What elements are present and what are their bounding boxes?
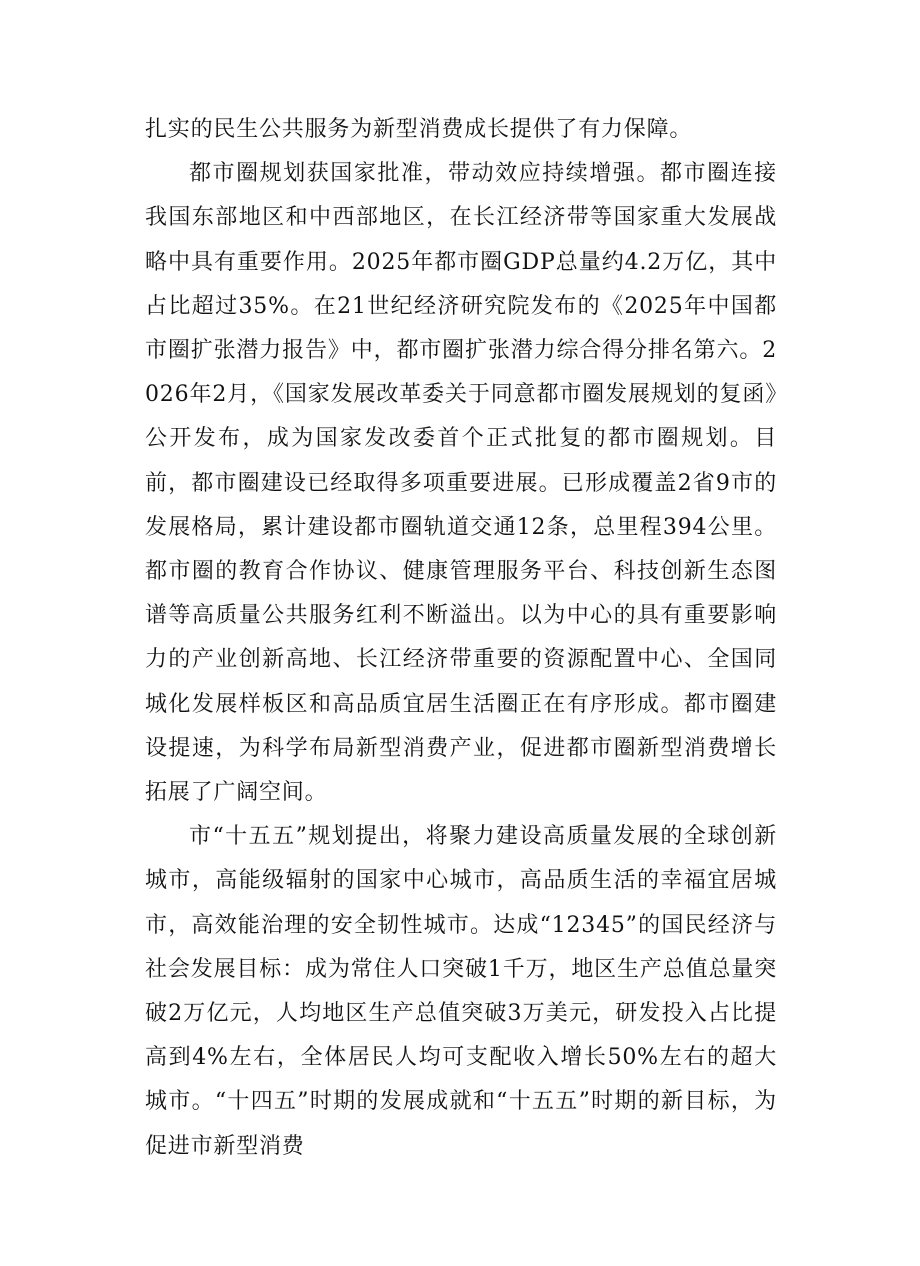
- paragraph-2: 都市圈规划获国家批准，带动效应持续增强。都市圈连接我国东部地区和中西部地区，在长江经济带等国家重大发展战略中具有重要作用。2025年都市圈GDP总量约4.2万亿，其中占比超过35%。在21世纪经济研究院发布的《2025年中国都市圈扩张潜力报告》中，都市圈扩张潜力综合得分排名第六。2026年2月，《国家发展改革委关于同意都市圈发展规划的复函》公开发布，成为国家发改委首个正式批复的都市圈规划。目前，都市圈建设已经取得多项重要进展。已形成覆盖2省9市的发展格局，累计建设都市圈轨道交通12条，总里程394公里。都市圈的教育合作协议、健康管理服务平台、科技创新生态图谱等高质量公共服务红利不断溢出。以为中心的具有重要影响力的产业创新高地、长江经济带重要的资源配置中心、全国同城化发展样板区和高品质宜居生活圈正在有序形成。都市圈建设提速，为科学布局新型消费产业，促进都市圈新型消费增长拓展了广阔空间。: [145, 161, 777, 806]
- paragraph-3: 市“十五五”规划提出，将聚力建设高质量发展的全球创新城市，高能级辐射的国家中心城市，高品质生活的幸福宜居城市，高效能治理的安全韧性城市。达成“12345”的国民经济与社会发展目标：成为常住人口突破1千万，地区生产总值总量突破2万亿元，人均地区生产总值突破3万美元，研发投入占比提高到4%左右，全体居民人均可支配收入增长50%左右的超大城市。“十四五”时期的发展成就和“十五五”时期的新目标，为促进市新型消费: [145, 824, 777, 1159]
- document-body: [145, 108, 777, 1169]
- paragraph-1: 扎实的民生公共服务为新型消费成长提供了有力保障。: [145, 117, 693, 142]
